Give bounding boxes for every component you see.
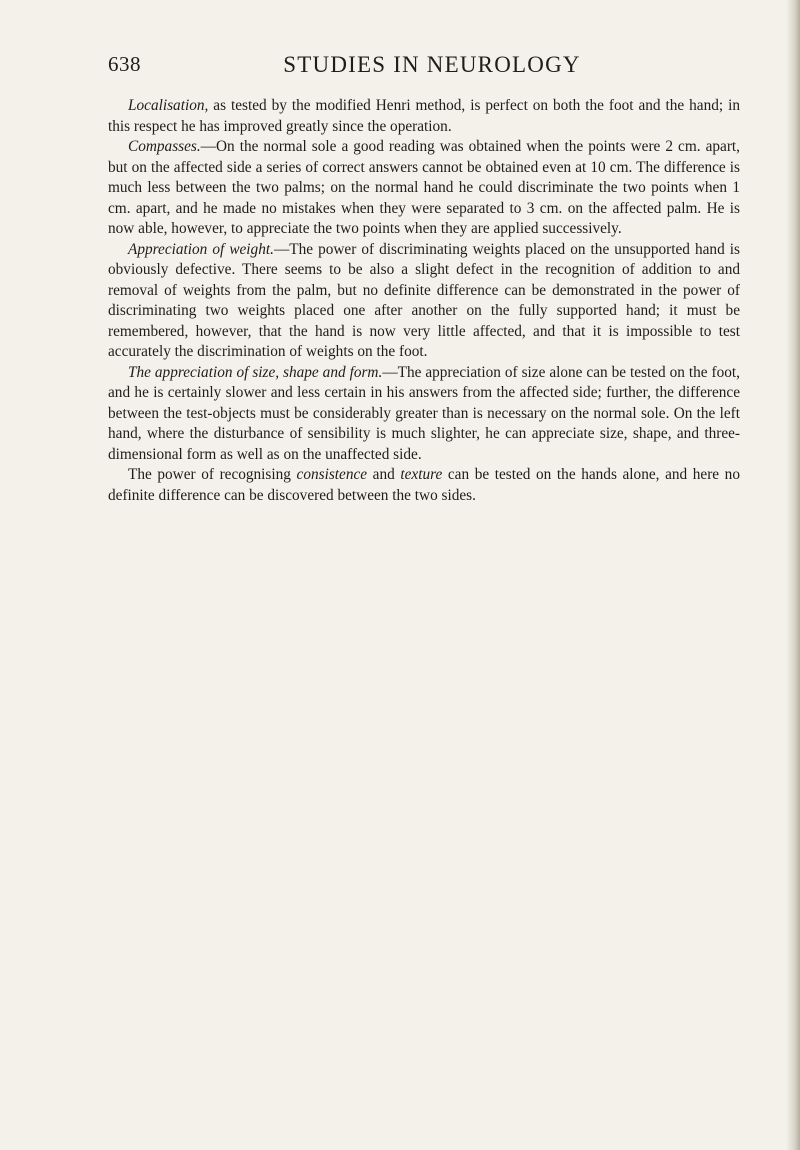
page-number: 638 [108,52,141,76]
paragraph-text-mid: and [367,466,401,483]
paragraph-heading: Appreciation of weight. [128,240,274,258]
paragraph-heading: Localisation, [128,97,209,114]
paragraph-text: —The power of discriminating weights placed on the unsupported hand is obviously defective. There seems to be also a slight defect in the recognition of addition to and removal of weights from the palm, but no definite difference can be demonstrated in the power of discriminating two weights placed one after another on the fully supported hand; it must be remembered, however, that the hand is now very little affected, and that it is impossible to test accurately the discrimination of weights on the foot. [108,240,740,360]
page-edge-shadow [786,0,800,1150]
paragraph-text-tail: can be tested on the hands alone, and here no definite difference can be discovered between the two sides. [108,466,740,504]
paragraph-text: —The appreciation of size alone can be tested on the foot, and he is certainly slower and less certain in his answers from the affected side; further, the difference between the test-objects must be considerably greater than is necessary on the normal sole. On the left hand, where the disturbance of sensibility is much slighter, he can appreciate size, shape, and three-dimensional form as well as on the unaffected side. [108,363,740,463]
paragraph-weight [108,240,740,363]
paragraph-compasses [108,137,740,240]
paragraph-localisation [108,96,740,137]
paragraph-size-shape-form [108,363,740,466]
page-header [86,52,728,86]
emphasis-texture: texture [400,466,443,483]
paragraph-text: —On the normal sole a good reading was obtained when the points were 2 cm. apart, but on the affected side a series of correct answers cannot be obtained even at 10 cm. The difference is much less between the two palms; on the normal hand he could discriminate the two points when 1 cm. apart, and he made no mistakes when they were separated to 3 cm. on the affected palm. He is now able, however, to appreciate the two points when they are applied successively. [108,138,740,237]
running-title: STUDIES IN NEUROLOGY [283,52,581,77]
paragraph-text: as tested by the modified Henri method, is perfect on both the foot and the hand; in this respect he has improved greatly since the operation. [108,97,740,135]
emphasis-consistence: consistence [296,466,368,483]
paragraph-consistence-texture [108,465,740,506]
paragraph-text-lead: The power of recognising [128,466,297,483]
body-text [108,96,740,506]
paragraph-heading: Compasses. [128,138,201,155]
paragraph-heading: The appreciation of size, shape and form. [128,363,383,381]
